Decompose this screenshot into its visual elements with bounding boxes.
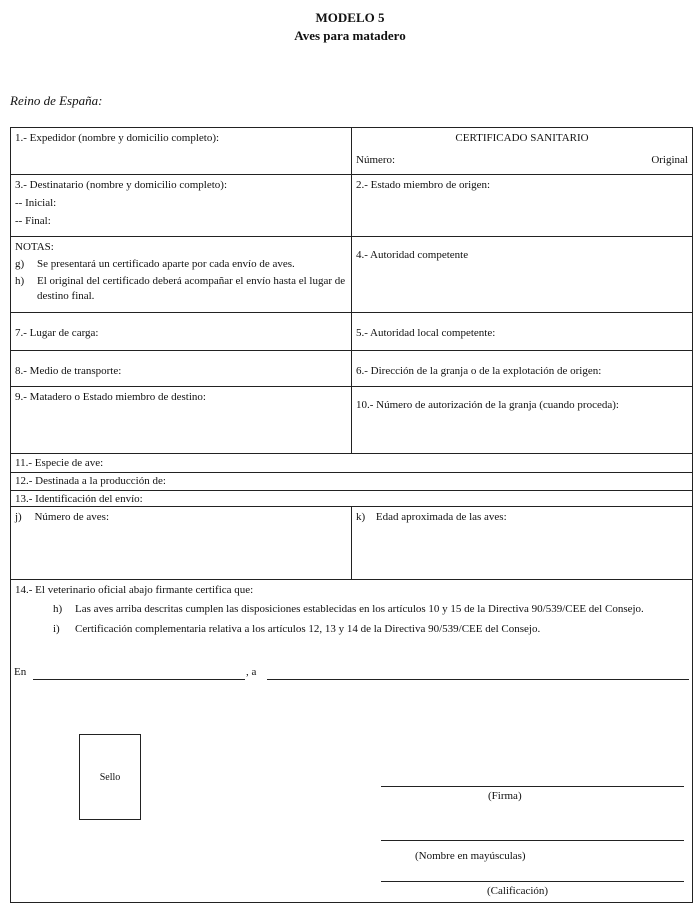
- j-label: Número de aves:: [34, 511, 110, 523]
- certificate-title: CERTIFICADO SANITARIO: [455, 132, 589, 144]
- note-g: [15, 257, 347, 272]
- field-12-produccion[interactable]: 12.- Destinada a la producción de:: [15, 475, 166, 487]
- field-4-autoridad[interactable]: 4.- Autoridad competente: [356, 249, 469, 261]
- qualification-line[interactable]: [381, 881, 684, 882]
- note-h-key: h): [15, 275, 25, 287]
- row-9: [11, 490, 692, 506]
- row-10: [11, 506, 692, 579]
- row-7: [11, 453, 692, 472]
- inicial-label: -- Inicial:: [15, 197, 57, 209]
- name-caption: (Nombre en mayúsculas): [415, 850, 526, 862]
- row-1: [11, 128, 692, 174]
- original-label: Original: [651, 154, 688, 166]
- row-6: [11, 386, 692, 453]
- en-label: En: [14, 666, 27, 678]
- stamp-label: Sello: [99, 771, 121, 783]
- k-label: Edad aproximada de las aves:: [375, 511, 507, 523]
- note-h: [15, 274, 347, 304]
- name-line[interactable]: [381, 840, 684, 841]
- stamp-box: [79, 734, 141, 820]
- field-k-edad-aves[interactable]: [352, 507, 692, 528]
- field-14-label: 14.- El veterinario oficial abajo firmante certifica que:: [15, 584, 254, 596]
- field-6-direccion-granja[interactable]: 6.- Dirección de la granja o de la explotación de origen:: [356, 365, 602, 377]
- note-g-key: g): [15, 258, 25, 270]
- notes-block: [11, 237, 351, 307]
- field-5-autoridad-local[interactable]: 5.- Autoridad local competente:: [356, 327, 496, 339]
- date-line[interactable]: [267, 679, 689, 680]
- field-j-numero-aves[interactable]: [11, 507, 351, 528]
- field-9-matadero[interactable]: 9.- Matadero o Estado miembro de destino:: [15, 391, 206, 403]
- place-line[interactable]: [33, 679, 245, 680]
- document-subtitle: Aves para matadero: [294, 28, 406, 43]
- field-14-certificacion: [11, 580, 692, 645]
- field-2-estado-origen[interactable]: 2.- Estado miembro de origen:: [356, 179, 491, 191]
- final-label: -- Final:: [15, 215, 51, 227]
- a-label: , a: [246, 666, 257, 678]
- country-label: Reino de España:: [10, 93, 103, 108]
- certificate-form: [10, 127, 693, 903]
- qualification-caption: (Calificación): [487, 885, 549, 897]
- note-g-text: Se presentará un certificado aparte por cada envío de aves.: [37, 258, 295, 270]
- row-8: [11, 472, 692, 490]
- cert-i-key: i): [53, 623, 60, 635]
- cert-item-i: [53, 622, 688, 636]
- j-key: j): [15, 511, 22, 523]
- field-8-transporte[interactable]: 8.- Medio de transporte:: [15, 365, 122, 377]
- note-h-text: El original del certificado deberá acompañar el envío hasta el lugar de destino final.: [37, 275, 346, 302]
- notes-heading: NOTAS:: [15, 241, 54, 253]
- row-3: [11, 236, 692, 312]
- field-11-especie[interactable]: 11.- Especie de ave:: [15, 457, 104, 469]
- signature-line[interactable]: [381, 786, 684, 787]
- row-4: [11, 312, 692, 350]
- field-1-expedidor[interactable]: 1.- Expedidor (nombre y domicilio completo):: [15, 132, 220, 144]
- cert-i-text: Certificación complementaria relativa a los artículos 12, 13 y 14 de la Directiva 90/539/CEE del Consejo.: [75, 623, 541, 635]
- cert-item-h: [53, 602, 688, 616]
- row-5: [11, 350, 692, 386]
- field-13-identificacion: 13.- Identificación del envío:: [15, 493, 143, 505]
- cert-items: [15, 602, 688, 636]
- field-3-label: 3.- Destinatario (nombre y domicilio completo):: [15, 179, 228, 191]
- k-key: k): [356, 511, 366, 523]
- cert-h-text: Las aves arriba descritas cumplen las disposiciones establecidas en los artículos 10 y 15 de la Directiva 90/539/CEE del Consejo.: [75, 603, 644, 615]
- numero-label: Número:: [356, 154, 396, 166]
- signature-caption: (Firma): [488, 790, 522, 802]
- field-10-autorizacion[interactable]: 10.- Número de autorización de la granja (cuando proceda):: [356, 399, 619, 411]
- document-title: MODELO 5: [315, 10, 385, 25]
- cert-h-key: h): [53, 603, 63, 615]
- field-7-lugar-carga[interactable]: 7.- Lugar de carga:: [15, 327, 99, 339]
- row-2: [11, 174, 692, 236]
- field-3-destinatario[interactable]: [11, 175, 351, 232]
